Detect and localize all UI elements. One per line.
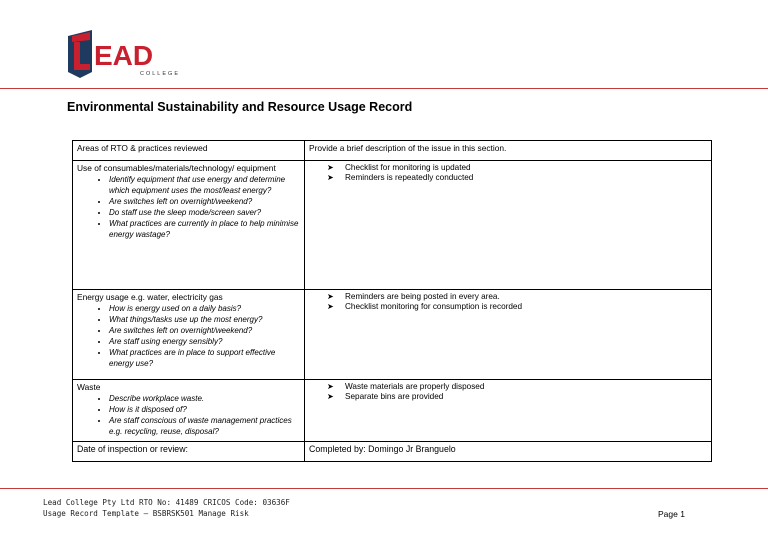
question-item: • How is energy used on a daily basis?	[109, 303, 300, 314]
row-description-cell	[305, 290, 712, 380]
question-item: • Are staff using energy sensibly?	[109, 336, 300, 347]
arrow-bullet-icon: ➤	[327, 382, 334, 391]
table-footer-row	[73, 442, 712, 462]
notes-list	[309, 163, 707, 183]
question-list	[77, 174, 300, 240]
question-item: • What practices are currently in place to help minimise energy wastage?	[109, 218, 300, 240]
question-item: • Do staff use the sleep mode/screen saver?	[109, 207, 300, 218]
row-areas-cell	[73, 161, 305, 290]
completed-by: Completed by: Domingo Jr Branguelo	[305, 442, 712, 462]
question-item: • Are switches left on overnight/weekend?	[109, 325, 300, 336]
row-description-cell	[305, 161, 712, 290]
arrow-bullet-icon: ➤	[327, 163, 334, 172]
header-col2: Provide a brief description of the issue in this section.	[305, 141, 712, 161]
question-item: • Describe workplace waste.	[109, 393, 300, 404]
question-item: • What things/tasks use up the most energy?	[109, 314, 300, 325]
question-list	[77, 393, 300, 437]
row-heading: Use of consumables/materials/technology/ equipment	[77, 163, 276, 173]
row-areas-cell	[73, 290, 305, 380]
question-item: • What practices are in place to support effective energy use?	[109, 347, 300, 369]
note-text: Checklist monitoring for consumption is recorded	[345, 302, 523, 311]
table-row-waste	[73, 380, 712, 442]
note-item	[327, 292, 707, 302]
arrow-bullet-icon: ➤	[327, 392, 334, 401]
lead-college-logo	[66, 28, 182, 80]
note-item	[327, 392, 707, 402]
note-text: Reminders is repeatedly conducted	[345, 173, 474, 182]
question-item: • How is it disposed of?	[109, 404, 300, 415]
row-heading: Energy usage e.g. water, electricity gas	[77, 292, 223, 302]
table-row-energy	[73, 290, 712, 380]
note-item	[327, 382, 707, 392]
footer-template: Usage Record Template – BSBRSK501 Manage Risk	[43, 509, 249, 518]
row-description-cell	[305, 380, 712, 442]
arrow-bullet-icon: ➤	[327, 302, 334, 311]
note-text: Waste materials are properly disposed	[345, 382, 485, 391]
inspection-date-label: Date of inspection or review:	[73, 442, 305, 462]
note-text: Checklist for monitoring is updated	[345, 163, 471, 172]
document-title: Environmental Sustainability and Resource Usage Record	[67, 100, 413, 114]
arrow-bullet-icon: ➤	[327, 173, 334, 182]
page-number: Page 1	[658, 509, 685, 519]
lead-college-logo-mark	[66, 28, 182, 80]
note-text: Reminders are being posted in every area.	[345, 292, 500, 301]
header-divider	[0, 88, 768, 89]
notes-list	[309, 292, 707, 312]
note-item	[327, 163, 707, 173]
footer-company: Lead College Pty Ltd RTO No: 41489 CRICOS Code: 03636F	[43, 498, 290, 507]
notes-list	[309, 382, 707, 402]
note-item	[327, 302, 707, 312]
note-item	[327, 173, 707, 183]
table-header-row	[73, 141, 712, 161]
logo-word: EAD	[94, 40, 154, 71]
note-text: Separate bins are provided	[345, 392, 444, 401]
arrow-bullet-icon: ➤	[327, 292, 334, 301]
header-col1: Areas of RTO & practices reviewed	[73, 141, 305, 161]
question-item: • Identify equipment that use energy and determine which equipment uses the most/least energy?	[109, 174, 300, 196]
question-item: • Are staff conscious of waste management practices e.g. recycling, reuse, disposal?	[109, 415, 300, 437]
record-table	[72, 140, 712, 462]
row-heading: Waste	[77, 382, 101, 392]
question-list	[77, 303, 300, 369]
logo-sub: COLLEGE	[140, 71, 180, 77]
row-areas-cell	[73, 380, 305, 442]
footer-divider	[0, 488, 768, 489]
table-row-consumables	[73, 161, 712, 290]
question-item: • Are switches left on overnight/weekend?	[109, 196, 300, 207]
